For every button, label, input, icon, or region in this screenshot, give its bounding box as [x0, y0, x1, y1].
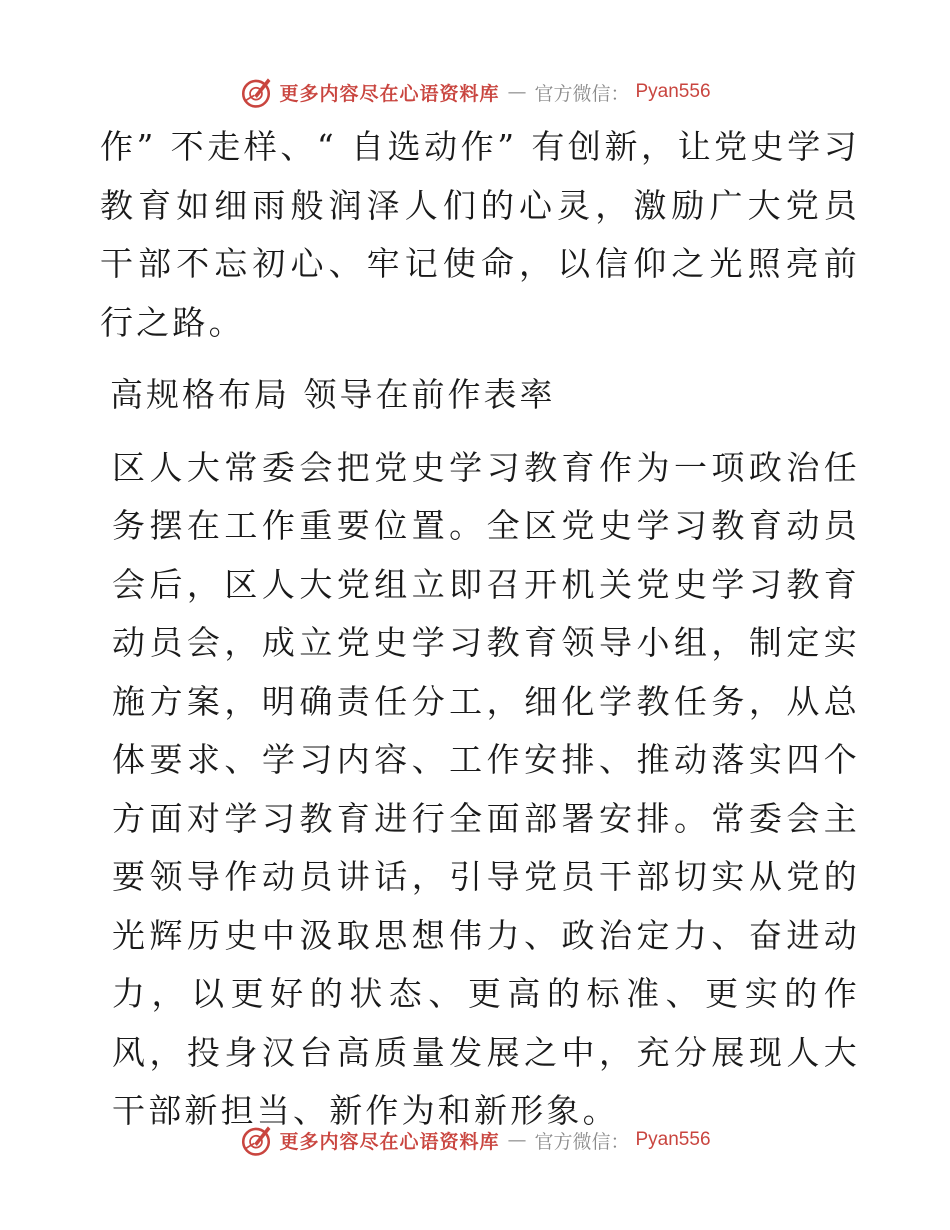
banner-wechat-label: 官方微信：: [534, 82, 630, 105]
banner-dash: —: [507, 81, 527, 103]
paragraph-1: 作” 不走样、“ 自选动作” 有创新，让党史学习教育如细雨般润泽人们的心灵，激励广大党员干部不忘初心、牢记使命，以信仰之光照亮前行之路。: [100, 127, 860, 342]
section-heading: 高规格布局 领导在前作表率: [110, 375, 556, 414]
header-banner: [0, 72, 950, 112]
paragraph-2: 区人大常委会把党史学习教育作为一项政治任务摆在工作重要位置。全区党史学习教育动员会后，区人大党组立即召开机关党史学习教育动员会，成立党史学习教育领导小组，制定实施方案，明确责任分工，细化学教任务，从总体要求、学习内容、工作安排、推动落实四个方面对学习教育进行全面部署安排。常委会主要领导作动员讲话，引导党员干部切实从党的光辉历史中汲取思想伟力、政治定力、奋进动力，以更好的状态、更高的标准、更实的作风，投身汉台高质量发展之中，充分展现人大干部新担当、新作为和新形象。: [112, 447, 860, 1130]
footer-banner-dash: —: [507, 1129, 527, 1151]
footer-banner-title: 更多内容尽在心语资料库: [279, 1130, 500, 1153]
document-body: [100, 118, 860, 1141]
footer-banner-wechat-label: 官方微信：: [534, 1130, 630, 1153]
banner-title: 更多内容尽在心语资料库: [279, 82, 500, 105]
banner-wechat-id: Pyan556: [635, 81, 711, 102]
pen-logo-icon: [239, 75, 273, 109]
header-banner-inner: [239, 75, 710, 109]
pen-logo-icon: [239, 1123, 273, 1157]
footer-banner-inner: [239, 1123, 710, 1157]
footer-banner: [0, 1120, 950, 1160]
footer-banner-wechat-id: Pyan556: [635, 1129, 711, 1150]
